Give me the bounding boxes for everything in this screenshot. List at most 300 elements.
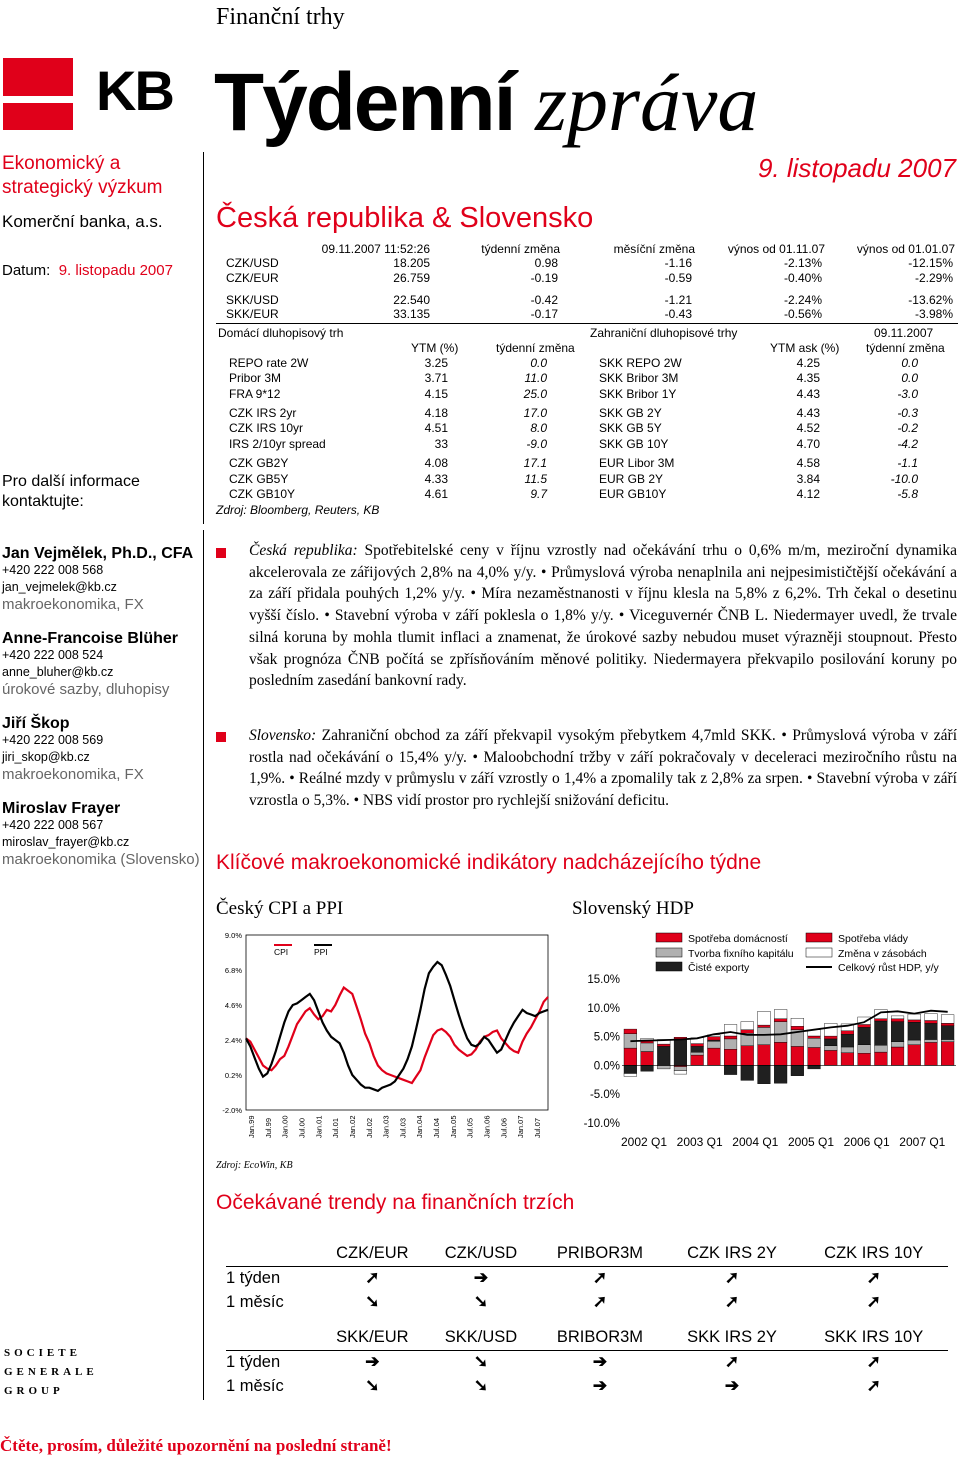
trend-arrow-icon: ➚ — [866, 1376, 881, 1395]
bar-gov — [774, 1019, 787, 1022]
bar-hh — [691, 1055, 704, 1065]
sg-logo-line: SOCIETE — [4, 1347, 81, 1359]
bond-cell: 4.35 — [796, 371, 820, 385]
legend-swatch — [806, 933, 832, 942]
bar-hh — [925, 1042, 938, 1065]
bar-nx — [657, 1046, 670, 1065]
bar-inv — [758, 1011, 771, 1025]
y-tick-label: 0.0% — [593, 1060, 620, 1073]
bar-nx — [925, 1023, 938, 1039]
change-header-foreign: týdenní změna — [866, 341, 945, 355]
bar-gfcf — [758, 1027, 771, 1044]
bond-cell: 4.52 — [796, 421, 820, 435]
trend-arrow-icon: ➚ — [592, 1292, 608, 1311]
bar-nx — [841, 1034, 854, 1047]
bar-gfcf — [925, 1040, 938, 1043]
x-tick-label: Jan.99 — [247, 1115, 256, 1138]
bar-inv — [891, 1016, 904, 1019]
y-tick-label: 0.2% — [224, 1071, 242, 1080]
bar-hh — [891, 1047, 904, 1065]
bond-cell: -3.0 — [897, 387, 918, 401]
report-title-a: Týdenní — [214, 57, 536, 148]
x-tick-label: Jan.02 — [347, 1115, 357, 1138]
contact-name: Jan Vejmělek, Ph.D., CFA — [2, 545, 194, 562]
bond-instrument: EUR Libor 3M — [599, 456, 675, 470]
fx-pair: CZK/EUR — [226, 271, 279, 285]
bond-cell: 4.08 — [424, 456, 448, 470]
trend-table — [226, 1242, 948, 1398]
trend-header-cell: SKK IRS 10Y — [799, 1326, 948, 1350]
bar-inv — [724, 1025, 737, 1037]
trend-arrow-icon: ➘ — [365, 1376, 380, 1395]
contact-phone: +420 222 008 567 — [2, 818, 104, 832]
bond-instrument: EUR GB10Y — [599, 487, 667, 501]
bar-nx — [774, 1065, 787, 1083]
contact-area: úrokové sazby, dluhopisy — [2, 681, 170, 698]
bar-gov — [891, 1019, 904, 1022]
bond-instrument: CZK GB10Y — [229, 487, 296, 501]
y-tick-label: 15.0% — [587, 974, 620, 986]
bar-gfcf — [641, 1043, 654, 1052]
bar-inv — [925, 1014, 938, 1021]
contact-email[interactable]: anne_bluher@kb.cz — [2, 665, 114, 679]
x-tick-label: 2007 Q1 — [899, 1135, 946, 1149]
trend-arrow-icon: ➘ — [473, 1292, 489, 1311]
fx-pair: SKK/EUR — [226, 307, 279, 321]
x-tick-label: Jul.07 — [533, 1117, 542, 1138]
bar-nx — [908, 1022, 921, 1040]
cpi-ppi-chart — [216, 925, 556, 1157]
trend-row — [226, 1266, 948, 1290]
bar-gov — [758, 1025, 771, 1027]
fx-header: výnos od 01.01.07 — [856, 242, 955, 256]
contact-card — [2, 715, 207, 783]
bar-nx — [758, 1065, 771, 1083]
x-tick-label: Jan.00 — [280, 1115, 290, 1138]
fx-cell: -1.21 — [664, 293, 692, 307]
bond-instrument: SKK GB 5Y — [599, 421, 662, 435]
department-name: Ekonomický a strategický výzkum — [2, 153, 163, 198]
trend-header-cell: CZK/EUR — [318, 1242, 427, 1266]
bar-nx — [724, 1065, 737, 1074]
date-value: 9. listopadu 2007 — [58, 262, 173, 279]
bar-nx — [641, 1065, 654, 1071]
x-tick-label: Jul.00 — [297, 1117, 307, 1138]
contact-area: makroekonomika (Slovensko) — [2, 851, 200, 868]
sg-logo-line: GENERALE — [4, 1366, 98, 1378]
x-tick-label: 2003 Q1 — [676, 1135, 723, 1149]
bar-gfcf — [941, 1040, 954, 1042]
legend-label: CPI — [274, 947, 289, 957]
ytm-ask-header: YTM ask (%) — [770, 341, 840, 355]
more-info-label: Pro další informace kontaktujte: — [2, 473, 140, 510]
trend-horizon: 1 týden — [226, 1352, 281, 1371]
news-text: Zahraniční obchod za září překvapil vysokým přebytkem 4,7mld SKK. • Průmyslová výroba v září rostla nad očekávání o 15,4% y/y. • Maloobchodní tržby v září pokračovaly v deceleraci meziročního růstu na 1,9%. • Reálné mzdy v průmyslu v září vzrostly o 1,4% a zpomalily tak z 2,8% za srpen. • Stavební výroba v září vzrostla o 5,3%. • NBS vidí prostor pro rychlejší snižování deficitu. — [249, 727, 957, 810]
bar-nx — [824, 1039, 837, 1046]
bar-hh — [708, 1048, 721, 1065]
contact-card — [2, 630, 207, 698]
x-tick-label: Jul.04 — [432, 1117, 442, 1138]
legend-label: Tvorba fixního kapitálu — [688, 948, 794, 960]
bond-cell: 11.5 — [524, 472, 547, 486]
y-tick-label: 6.8% — [224, 966, 242, 975]
fx-cell: 33.135 — [393, 307, 430, 321]
fx-cell: -13.62% — [908, 293, 953, 307]
fx-cell: -2.13% — [783, 256, 822, 270]
legend-swatch — [806, 948, 832, 957]
trend-header-empty — [226, 1326, 318, 1350]
x-tick-label: 2004 Q1 — [732, 1135, 779, 1149]
report-title — [214, 57, 759, 148]
bar-hh — [908, 1045, 921, 1066]
vertical-divider — [203, 152, 204, 524]
fx-cell: -1.16 — [664, 256, 692, 270]
bond-cell: 0.0 — [901, 356, 918, 370]
bond-cell: 4.18 — [424, 406, 448, 420]
trend-arrow-icon: ➚ — [724, 1292, 740, 1311]
trend-arrow-icon: ➔ — [724, 1376, 740, 1395]
x-tick-label: Jul.01 — [331, 1117, 341, 1138]
bar-inv — [774, 1010, 787, 1019]
bond-cell: 8.0 — [530, 421, 547, 435]
news-sk — [249, 725, 957, 812]
disclaimer: Čtěte, prosím, důležité upozornění na poslední straně! — [0, 1436, 392, 1455]
trend-arrow-icon: ➚ — [365, 1268, 380, 1288]
trend-row — [226, 1290, 948, 1314]
fx-cell: -0.19 — [530, 271, 558, 285]
bar-gov — [691, 1044, 704, 1047]
bank-name: Komerční banka, a.s. — [2, 212, 163, 231]
legend-label: Spotřeba vlády — [838, 933, 909, 945]
fx-cell: -0.40% — [783, 271, 822, 285]
news-text: Spotřebitelské ceny v říjnu vzrostly nad očekávání trhu o 0,6% m/m, meziroční dynamika akcelerovala ze zářijových 2,8% na 4,0% y/y. • Průmyslová výroba nenaplnila ani nejpesimističtější očekávání a za září přidala pouhých 1,2% y/y. • Míra nezaměstnanosti v říjnu klesla na 5,8% z 6,2%. Trh čekal o desetinu vyšší číslo. • Stavební výroba v září poklesla o 1,8% y/y. • Viceguvernér ČNB L. Niedermayer uvedl, že trvale silná koruna by mohla tlumit inflaci a znamenat, že úrokové sazby nebudou muset výrazněji stoupnout. Přesto však prognóza ČNB počítá se zpřísňováním měnové politiky. Niedermayera překvapilo posilování koruny po posledním zasedání bankovní rady. — [249, 542, 957, 690]
series-line-cpi — [246, 988, 548, 1084]
trend-header-cell: CZK IRS 2Y — [665, 1242, 800, 1266]
bar-nx — [875, 1021, 888, 1045]
bond-instrument: CZK GB5Y — [229, 472, 289, 486]
bar-hh — [841, 1053, 854, 1066]
bond-cell: 0.0 — [530, 356, 547, 370]
cpi-chart-source: Zdroj: EcoWin, KB — [216, 1160, 293, 1171]
bar-gov — [624, 1029, 637, 1034]
legend-label: Čisté exporty — [688, 962, 750, 974]
fx-header: týdenní změna — [481, 242, 560, 256]
bar-hh — [858, 1053, 871, 1065]
kb-logo-bar — [3, 96, 73, 103]
bullet-square — [216, 548, 226, 558]
x-tick-label: Jul.05 — [465, 1117, 475, 1138]
news-lead: Česká republika: — [249, 542, 358, 559]
y-tick-label: 2.4% — [224, 1036, 242, 1045]
x-tick-label: Jul.99 — [263, 1117, 273, 1138]
trend-header-cell: SKK IRS 2Y — [665, 1326, 800, 1350]
trend-header-cell: CZK IRS 10Y — [799, 1242, 948, 1266]
report-title-b: zpráva — [535, 57, 759, 148]
fx-cell: -2.29% — [914, 271, 953, 285]
bond-cell: -5.8 — [897, 487, 918, 501]
x-tick-label: Jan.05 — [448, 1115, 458, 1138]
fx-cell: -0.59 — [664, 271, 692, 285]
y-tick-label: 4.6% — [224, 1001, 242, 1010]
macro-title: Klíčové makroekonomické indikátory nadcházejícího týdne — [216, 851, 762, 874]
bar-nx — [808, 1065, 821, 1069]
bar-gfcf — [691, 1052, 704, 1055]
bond-instrument: REPO rate 2W — [229, 356, 309, 370]
bond-cell: 4.12 — [796, 487, 820, 501]
bar-nx — [858, 1027, 871, 1044]
bond-cell: -0.3 — [897, 406, 918, 420]
trend-row — [226, 1350, 948, 1374]
fx-header: měsíční změna — [613, 242, 695, 256]
contact-name: Anne-Francoise Blüher — [2, 630, 179, 647]
fx-cell: 0.98 — [534, 256, 558, 270]
bar-nx — [674, 1039, 687, 1066]
bond-source: Zdroj: Bloomberg, Reuters, KB — [216, 503, 380, 517]
bond-instrument: SKK GB 2Y — [599, 406, 662, 420]
bar-gov — [724, 1036, 737, 1039]
contact-area: makroekonomika, FX — [2, 596, 144, 613]
bond-instrument: FRA 9*12 — [229, 387, 281, 401]
fx-cell: -12.15% — [908, 256, 953, 270]
contact-card — [2, 545, 207, 613]
bar-inv — [741, 1022, 754, 1030]
bond-cell: 17.1 — [523, 456, 547, 470]
x-tick-label: Jan.03 — [381, 1115, 391, 1138]
y-tick-label: 10.0% — [587, 1002, 620, 1015]
table-divider — [216, 323, 958, 324]
contact-email[interactable]: jan_vejmelek@kb.cz — [2, 580, 117, 594]
foreign-bond-title: Zahraniční dluhopisové trhy — [590, 326, 738, 340]
legend-label: Celkový růst HDP, y/y — [838, 962, 939, 974]
x-tick-label: 2006 Q1 — [843, 1135, 890, 1149]
bar-gfcf — [708, 1041, 721, 1048]
header-section-label: Finanční trhy — [216, 4, 345, 30]
bar-gfcf — [841, 1047, 854, 1053]
bond-instrument: IRS 2/10yr spread — [229, 437, 326, 451]
bond-instrument: SKK GB 10Y — [599, 437, 669, 451]
y-tick-label: -10.0% — [583, 1118, 620, 1130]
trend-arrow-icon: ➔ — [592, 1376, 608, 1395]
trend-horizon: 1 měsíc — [226, 1376, 284, 1395]
bar-hh — [875, 1052, 888, 1065]
contact-phone: +420 222 008 568 — [2, 563, 104, 577]
y-tick-label: 9.0% — [224, 931, 242, 940]
ytm-header: YTM (%) — [411, 341, 459, 355]
bond-instrument: CZK GB2Y — [229, 456, 289, 470]
bar-inv — [624, 1074, 637, 1077]
bar-inv — [674, 1071, 687, 1075]
trend-arrow-icon: ➚ — [724, 1268, 740, 1288]
bar-hh — [808, 1048, 821, 1066]
trend-header-cell: SKK/USD — [427, 1326, 536, 1350]
x-tick-label: 2005 Q1 — [787, 1135, 835, 1149]
bar-hh — [941, 1042, 954, 1066]
trend-arrow-icon: ➔ — [365, 1352, 380, 1372]
bar-hh — [724, 1049, 737, 1065]
bar-gfcf — [808, 1038, 821, 1047]
bond-cell: -4.2 — [897, 437, 918, 451]
bond-cell: 4.58 — [796, 456, 820, 470]
bar-gov — [925, 1021, 938, 1024]
bar-gov — [841, 1031, 854, 1035]
bond-instrument: CZK IRS 10yr — [229, 421, 304, 435]
bond-cell: 17.0 — [523, 406, 547, 420]
y-tick-label: -5.0% — [589, 1089, 620, 1102]
bar-gfcf — [674, 1067, 687, 1071]
trend-header-empty — [226, 1242, 318, 1266]
y-tick-label: 5.0% — [593, 1031, 620, 1044]
fx-pair: SKK/USD — [226, 293, 279, 307]
trend-arrow-icon: ➚ — [866, 1292, 881, 1311]
x-tick-label: Jan.01 — [314, 1115, 324, 1138]
bar-hh — [791, 1046, 804, 1065]
news-cz — [249, 540, 957, 692]
fx-header: 09.11.2007 11:52:26 — [321, 242, 430, 256]
bar-gfcf — [657, 1065, 670, 1069]
x-tick-label: Jul.03 — [398, 1117, 408, 1138]
bond-instrument: SKK Bribor 1Y — [599, 387, 677, 401]
series-line-ppi — [246, 962, 548, 1091]
bar-nx — [691, 1046, 704, 1052]
bar-gov — [657, 1044, 670, 1046]
trend-horizon: 1 měsíc — [226, 1292, 284, 1311]
bar-hh — [641, 1052, 654, 1066]
bar-gfcf — [724, 1039, 737, 1049]
change-header: týdenní změna — [496, 341, 575, 355]
date-line — [2, 262, 173, 279]
bond-cell: 4.70 — [796, 437, 820, 451]
bar-gov — [808, 1036, 821, 1038]
bar-gfcf — [858, 1045, 871, 1054]
bar-hh — [774, 1042, 787, 1065]
bar-nx — [891, 1022, 904, 1042]
bar-gov — [791, 1026, 804, 1030]
trend-arrow-icon: ➘ — [473, 1352, 489, 1372]
x-tick-label: Jul.06 — [499, 1117, 509, 1138]
bar-gfcf — [774, 1022, 787, 1043]
bar-gov — [858, 1025, 871, 1028]
bond-cell: 4.61 — [424, 487, 448, 501]
report-date: 9. listopadu 2007 — [757, 153, 956, 183]
x-tick-label: Jan.06 — [482, 1115, 492, 1138]
bond-cell: 4.43 — [796, 387, 820, 401]
bar-hh — [741, 1046, 754, 1066]
legend-label: Spotřeba domácností — [688, 933, 788, 945]
bar-gov — [741, 1030, 754, 1034]
slovak-gdp-chart — [572, 925, 960, 1157]
contact-card — [2, 800, 207, 868]
trend-arrow-icon: ➔ — [473, 1268, 489, 1288]
bar-gfcf — [908, 1040, 921, 1045]
news-lead: Slovensko: — [249, 727, 317, 744]
bar-gfcf — [891, 1042, 904, 1047]
trend-arrow-icon: ➚ — [866, 1352, 881, 1372]
bar-inv — [824, 1023, 837, 1036]
trend-arrow-icon: ➘ — [473, 1376, 489, 1395]
contact-name: Jiří Škop — [2, 715, 70, 732]
trend-header-cell: CZK/USD — [427, 1242, 536, 1266]
sg-logo-line: GROUP — [4, 1385, 64, 1397]
fx-cell: 18.205 — [393, 256, 430, 270]
trend-arrow-icon: ➚ — [592, 1268, 608, 1288]
trend-arrow-icon: ➚ — [724, 1352, 740, 1372]
trend-spacer — [226, 1314, 948, 1326]
fx-cell: 22.540 — [393, 293, 430, 307]
bond-cell: -9.0 — [526, 437, 547, 451]
fx-cell: -0.56% — [783, 307, 822, 321]
bond-cell: -10.0 — [890, 472, 918, 486]
fx-cell: -3.98% — [914, 307, 953, 321]
bullet-square — [216, 732, 226, 742]
bar-hh — [624, 1048, 637, 1065]
contact-email[interactable]: jiri_skop@kb.cz — [2, 750, 90, 764]
x-tick-label: 2002 Q1 — [620, 1135, 668, 1149]
trend-horizon: 1 týden — [226, 1268, 281, 1287]
bar-nx — [741, 1065, 754, 1080]
bond-cell: 4.43 — [796, 406, 820, 420]
trend-spacer-cell — [226, 1314, 948, 1326]
bond-cell: 25.0 — [523, 387, 547, 401]
bond-cell: 4.33 — [424, 472, 448, 486]
bar-gov — [875, 1019, 888, 1021]
legend-swatch — [656, 962, 682, 971]
trend-arrow-icon: ➚ — [866, 1268, 881, 1288]
trend-header-row — [226, 1242, 948, 1266]
trend-arrow-icon: ➔ — [592, 1352, 608, 1372]
contact-phone: +420 222 008 524 — [2, 648, 104, 662]
trend-header-cell: BRIBOR3M — [535, 1326, 664, 1350]
bond-cell: 11.0 — [524, 371, 547, 385]
bar-gov — [708, 1037, 721, 1041]
bond-cell: -0.2 — [897, 421, 918, 435]
bond-cell: -1.1 — [897, 456, 918, 470]
bar-nx — [624, 1065, 637, 1073]
bond-cell: 3.25 — [424, 356, 448, 370]
legend-label: Změna v zásobách — [838, 948, 927, 960]
bar-gov — [824, 1036, 837, 1039]
bond-cell: 3.71 — [424, 371, 448, 385]
bar-hh — [758, 1045, 771, 1066]
date-label: Datum: — [2, 262, 51, 279]
societe-generale-logo — [4, 1344, 98, 1401]
fx-cell: -0.43 — [664, 307, 692, 321]
kb-logo-square — [3, 58, 73, 130]
trend-title: Očekávané trendy na finančních trzích — [216, 1191, 575, 1214]
contact-email[interactable]: miroslav_frayer@kb.cz — [2, 835, 130, 849]
bar-inv — [791, 1018, 804, 1026]
bond-instrument: Pribor 3M — [229, 371, 282, 385]
bond-cell: 4.51 — [424, 421, 448, 435]
bond-cell: 0.0 — [901, 371, 918, 385]
trend-arrow-icon: ➘ — [365, 1292, 380, 1311]
domestic-bond-title: Domácí dluhopisový trh — [218, 326, 344, 340]
contact-area: makroekonomika, FX — [2, 766, 144, 783]
fx-header: výnos od 01.11.07 — [727, 242, 825, 256]
x-tick-label: Jul.02 — [364, 1117, 374, 1138]
bar-gov — [908, 1020, 921, 1022]
bar-nx — [791, 1065, 804, 1075]
kb-logo-text: KB — [96, 59, 173, 122]
gdp-chart-title: Slovenský HDP — [572, 898, 694, 919]
trend-body — [226, 1242, 948, 1398]
bond-date: 09.11.2007 — [874, 326, 934, 340]
trend-header-row — [226, 1326, 948, 1350]
bond-cell: 9.7 — [530, 487, 547, 501]
bond-instrument: SKK Bribor 3M — [599, 371, 679, 385]
bar-gov — [941, 1023, 954, 1025]
legend-swatch — [656, 948, 682, 957]
y-tick-label: -2.0% — [222, 1106, 242, 1115]
